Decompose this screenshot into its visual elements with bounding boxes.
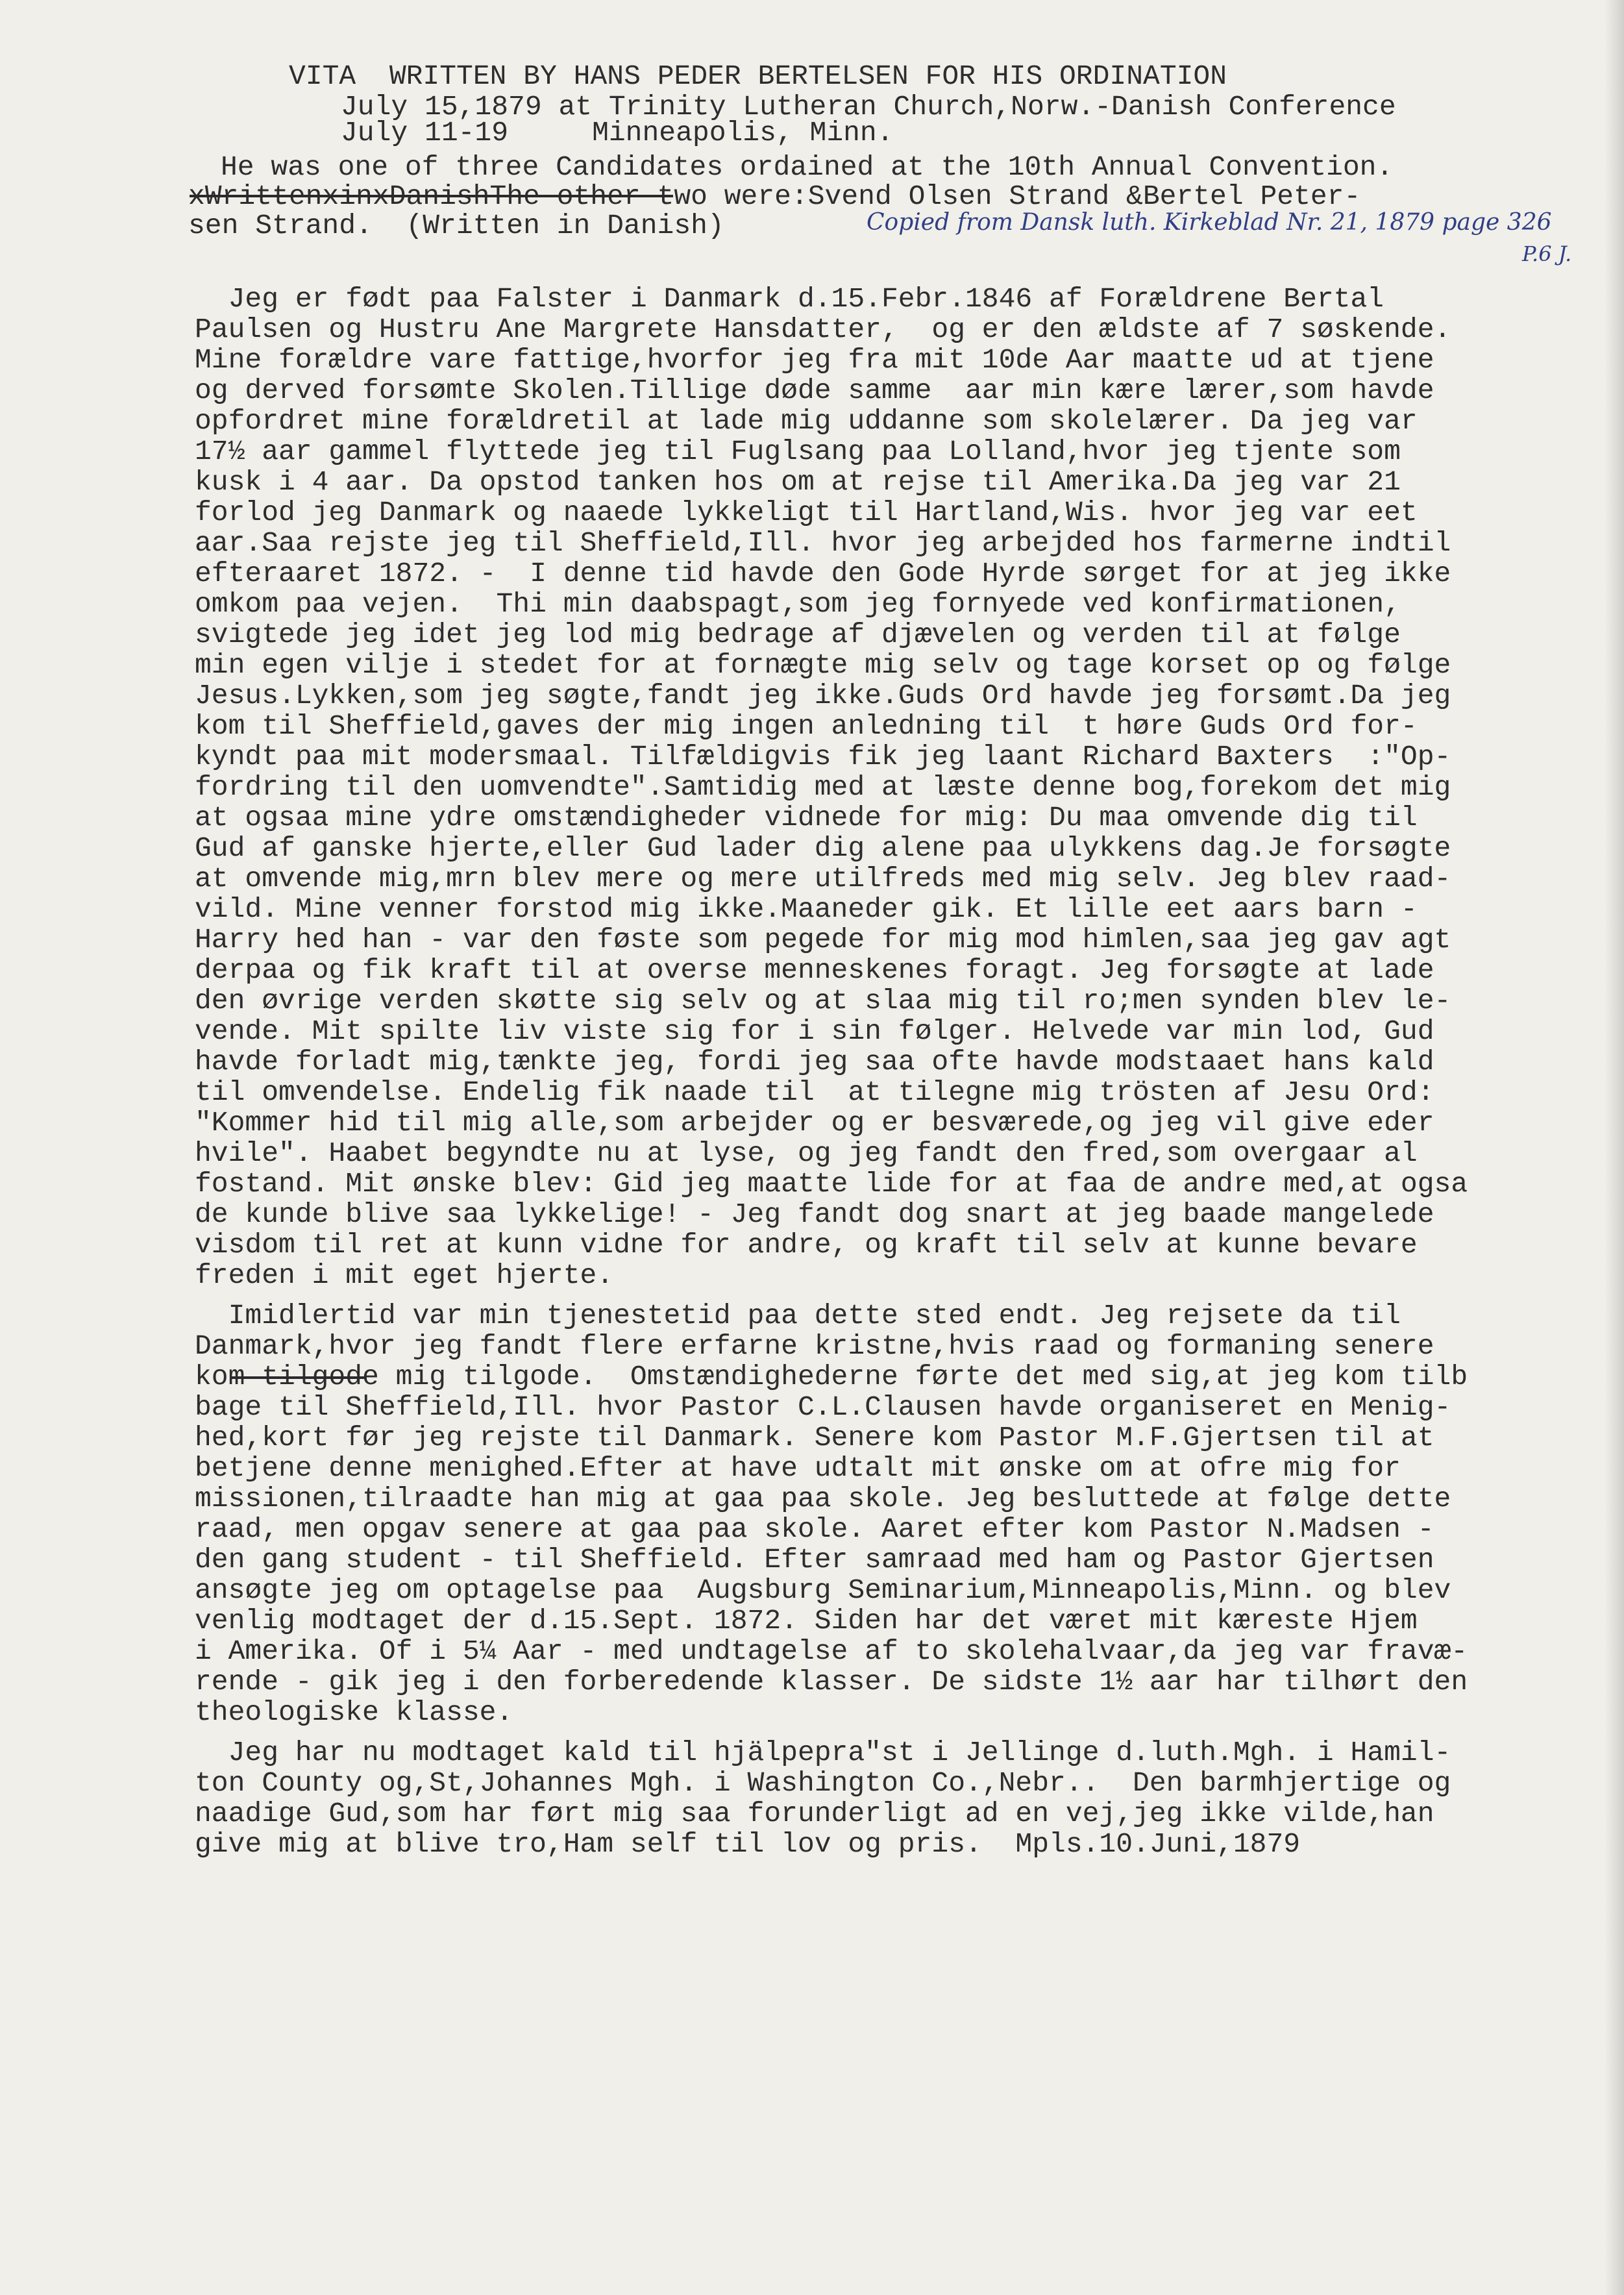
text-line: derpaa og fik kraft til at overse menneskenes foragt. Jeg forsøgte at lade [195, 954, 1434, 986]
text-line: den øvrige verden skøtte sig selv og at slaa mig til ro;men synden blev le- [195, 985, 1451, 1017]
header-other-candidates: xWrittenxinxDanishThe other two were:Svend Olsen Strand &Bertel Peter- [188, 180, 1361, 212]
text-line: opfordret mine forældretil at lade mig uddanne som skolelærer. Da jeg var [195, 405, 1418, 437]
text-line: visdom til ret at kunn vidne for andre, og kraft til selv at kunne bevare [195, 1229, 1418, 1261]
text-line: Harry hed han - var den føste som pegede for mig mod himlen,saa jeg gav agt [195, 924, 1451, 956]
text-line: 17½ aar gammel flyttede jeg til Fuglsang paa Lolland,hvor jeg tjente som [195, 436, 1401, 467]
text-line: Jeg er født paa Falster i Danmark d.15.Febr.1846 af Forældrene Bertal [195, 283, 1384, 315]
text-line: efteraaret 1872. - I denne tid havde den Gode Hyrde sørget for at jeg ikke [195, 558, 1451, 589]
text-line: til omvendelse. Endelig fik naade til at tilegne mig trösten af Jesu Ord: [195, 1076, 1434, 1108]
text-line: "Kommer hid til mig alle,som arbejder og er besværede,og jeg vil give eder [195, 1107, 1434, 1139]
text-line: kom tilgode mig tilgode. Omstændighederne førte det med sig,at jeg kom tilb [195, 1361, 1468, 1393]
header-date-location: July 15,1879 at Trinity Lutheran Church,Norw.-Danish Conference [341, 91, 1396, 123]
text-line: kusk i 4 aar. Da opstod tanken hos om at rejse til Amerika.Da jeg var 21 [195, 466, 1401, 498]
text-line: give mig at blive tro,Ham self til lov og pris. Mpls.10.Juni,1879 [195, 1828, 1301, 1860]
text-line: rende - gik jeg i den forberedende klasser. De sidste 1½ aar har tilhørt den [195, 1666, 1468, 1698]
text-line: hvile". Haabet begyndte nu at lyse, og jeg fandt den fred,som overgaar al [195, 1137, 1418, 1169]
text-line: missionen,tilraadte han mig at gaa paa skole. Jeg besluttede at følge dette [195, 1483, 1451, 1515]
text-line: havde forladt mig,tænkte jeg, fordi jeg saa ofte havde modstaaet hans kald [195, 1046, 1434, 1078]
text-line: betjene denne menighed.Efter at have udtalt mit ønske om at ofre mig for [195, 1452, 1401, 1484]
text-line: Gud af ganske hjerte,eller Gud lader dig alene paa ulykkens dag.Je forsøgte [195, 832, 1451, 864]
text-line: bage til Sheffield,Ill. hvor Pastor C.L.Clausen havde organiseret en Menig- [195, 1391, 1451, 1423]
text-line: Mine forældre vare fattige,hvorfor jeg fra mit 10de Aar maatte ud at tjene [195, 344, 1434, 376]
handwritten-page-note: P.6 J. [1522, 242, 1572, 266]
text-line: Jeg har nu modtaget kald til hjälpepra"st i Jellinge d.luth.Mgh. i Hamil- [195, 1737, 1451, 1768]
text-line: og derved forsømte Skolen.Tillige døde samme aar min kære lærer,som havde [195, 375, 1434, 406]
text-line: theologiske klasse. [195, 1696, 513, 1728]
handwritten-source-note: Copied from Dansk luth. Kirkeblad Nr. 21, 1879 page 326 [867, 209, 1552, 236]
text-line: forlod jeg Danmark og naaede lykkeligt til Hartland,Wis. hvor jeg var eet [195, 497, 1418, 528]
text-line: hed,kort før jeg rejste til Danmark. Senere kom Pastor M.F.Gjertsen til at [195, 1422, 1434, 1454]
text-line: ton County og,St,Johannes Mgh. i Washington Co.,Nebr.. Den barmhjertige og [195, 1767, 1451, 1799]
text-line: aar.Saa rejste jeg til Sheffield,Ill. hvor jeg arbejded hos farmerne indtil [195, 527, 1451, 559]
text-line: kyndt paa mit modersmaal. Tilfældigvis fik jeg laant Richard Baxters :"Op- [195, 741, 1451, 773]
text-line: i Amerika. Of i 5¼ Aar - med undtagelse af to skolehalvaar,da jeg var fravæ- [195, 1635, 1468, 1667]
text-line: min egen vilje i stedet for at fornægte mig selv og tage korset op og følge [195, 649, 1451, 681]
text-line: Danmark,hvor jeg fandt flere erfarne kristne,hvis raad og formaning senere [195, 1330, 1434, 1362]
page-edge-shadow [1605, 0, 1624, 2295]
typed-strikeout [190, 195, 673, 197]
text-line: omkom paa vejen. Thi min daabspagt,som jeg fornyede ved konfirmationen, [195, 588, 1401, 620]
text-line: Paulsen og Hustru Ane Margrete Hansdatter, og er den ældste af 7 søskende. [195, 314, 1451, 345]
text-line: venlig modtaget der d.15.Sept. 1872. Siden har det været mit kæreste Hjem [195, 1605, 1418, 1637]
text-line: at ogsaa mine ydre omstændigheder vidnede for mig: Du maa omvende dig til [195, 802, 1418, 834]
text-line: Imidlertid var min tjenestetid paa dette sted endt. Jeg rejsete da til [195, 1300, 1401, 1332]
header-written-in-danish: sen Strand. (Written in Danish) [188, 210, 724, 242]
text-line: at omvende mig,mrn blev mere og mere utilfreds med mig selv. Jeg blev raad- [195, 863, 1451, 895]
header-convention-dates: July 11-19 Minneapolis, Minn. [341, 117, 894, 149]
text-line: de kunde blive saa lykkelige! - Jeg fandt dog snart at jeg baade mangelede [195, 1198, 1434, 1230]
text-line: fostand. Mit ønske blev: Gid jeg maatte lide for at faa de andre med,at ogsa [195, 1168, 1468, 1200]
text-line: freden i mit eget hjerte. [195, 1259, 614, 1291]
header-candidates-line: He was one of three Candidates ordained at the 10th Annual Convention. [221, 151, 1394, 183]
text-line: naadige Gud,som har ført mig saa forunderligt ad en vej,jeg ikke vilde,han [195, 1798, 1434, 1830]
text-line: vild. Mine venner forstod mig ikke.Maaneder gik. Et lille eet aars barn - [195, 893, 1418, 925]
text-line: fordring til den uomvendte".Samtidig med at læste denne bog,forekom det mig [195, 771, 1451, 803]
text-line: ansøgte jeg om optagelse paa Augsburg Seminarium,Minneapolis,Minn. og blev [195, 1574, 1451, 1606]
text-line: Jesus.Lykken,som jeg søgte,fandt jeg ikke.Guds Ord havde jeg forsømt.Da jeg [195, 680, 1451, 712]
text-line: den gang student - til Sheffield. Efter samraad med ham og Pastor Gjertsen [195, 1544, 1434, 1576]
text-line: svigtede jeg idet jeg lod mig bedrage af djævelen og verden til at følge [195, 619, 1401, 651]
text-line: vende. Mit spilte liv viste sig for i sin følger. Helvede var min lod, Gud [195, 1015, 1434, 1047]
typed-strikeout [230, 1376, 367, 1379]
header-title: VITA WRITTEN BY HANS PEDER BERTELSEN FOR HIS ORDINATION [289, 60, 1227, 92]
text-line: raad, men opgav senere at gaa paa skole. Aaret efter kom Pastor N.Madsen - [195, 1513, 1434, 1545]
text-line: kom til Sheffield,gaves der mig ingen anledning til t høre Guds Ord for- [195, 710, 1418, 742]
